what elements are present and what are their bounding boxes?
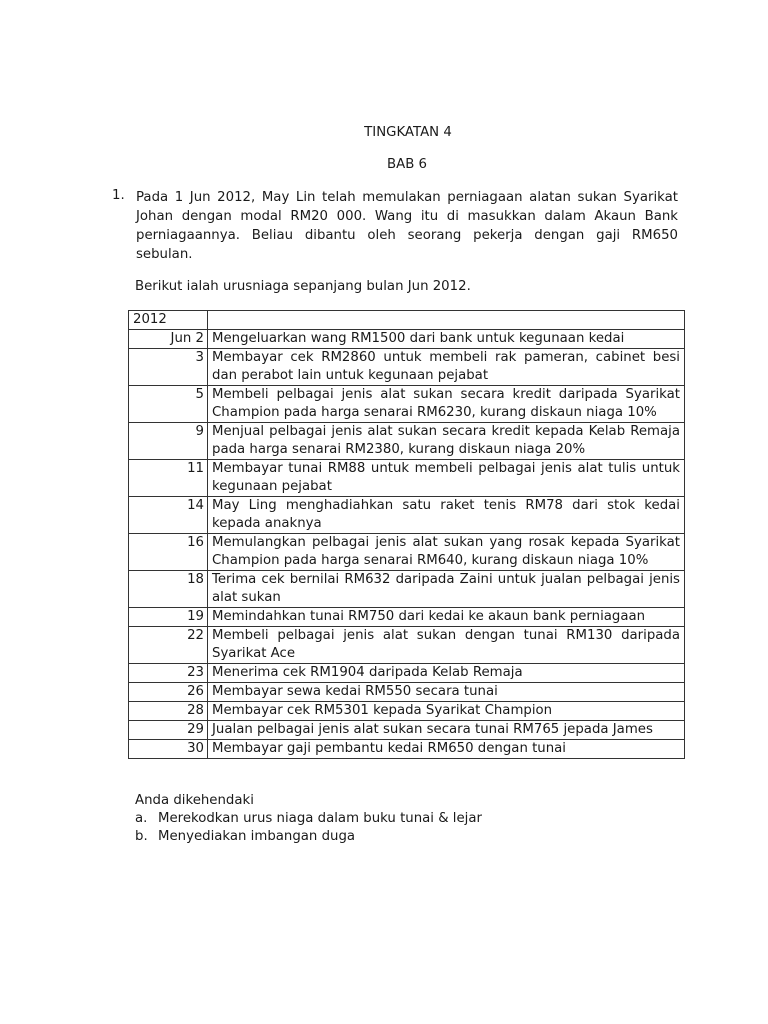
description-cell: Membeli pelbagai jenis alat sukan dengan tunai RM130 daripada Syarikat Ace	[208, 627, 685, 664]
question-number: 1.	[112, 188, 125, 203]
table-row	[129, 497, 685, 534]
description-cell: Membayar sewa kedai RM550 secara tunai	[208, 683, 685, 702]
task-item	[135, 828, 482, 846]
description-cell: May Ling menghadiahkan satu raket tenis RM78 dari stok kedai kepada anaknya	[208, 497, 685, 534]
date-cell: 28	[129, 702, 208, 721]
date-cell: 5	[129, 386, 208, 423]
tasks-block	[135, 792, 482, 846]
description-cell: Terima cek bernilai RM632 daripada Zaini untuk jualan pelbagai jenis alat sukan	[208, 571, 685, 608]
description-cell: Membayar cek RM2860 untuk membeli rak pameran, cabinet besi dan perabot lain untuk kegunaan pejabat	[208, 349, 685, 386]
date-cell: 16	[129, 534, 208, 571]
date-cell: 22	[129, 627, 208, 664]
table-row	[129, 627, 685, 664]
description-cell: Membeli pelbagai jenis alat sukan secara kredit daripada Syarikat Champion pada harga senarai RM6230, kurang diskaun niaga 10%	[208, 386, 685, 423]
table-row	[129, 330, 685, 349]
task-letter: b.	[135, 829, 148, 844]
tasks-heading: Anda dikehendaki	[135, 793, 254, 808]
date-cell: 23	[129, 664, 208, 683]
task-letter: a.	[135, 811, 148, 826]
description-cell: Jualan pelbagai jenis alat sukan secara tunai RM765 jepada James	[208, 721, 685, 740]
table-row	[129, 683, 685, 702]
date-cell: 30	[129, 740, 208, 759]
table-row	[129, 702, 685, 721]
table-row	[129, 349, 685, 386]
table-row	[129, 721, 685, 740]
description-cell: Membayar gaji pembantu kedai RM650 dengan tunai	[208, 740, 685, 759]
form-level-heading: TINGKATAN 4	[364, 125, 452, 140]
date-cell: 11	[129, 460, 208, 497]
table-row	[129, 534, 685, 571]
task-text: Merekodkan urus niaga dalam buku tunai & lejar	[158, 811, 482, 826]
table-row	[129, 571, 685, 608]
date-cell: 9	[129, 423, 208, 460]
description-cell: Menerima cek RM1904 daripada Kelab Remaja	[208, 664, 685, 683]
table-row	[129, 608, 685, 627]
task-item	[135, 810, 482, 828]
table-row	[129, 423, 685, 460]
table-row	[129, 460, 685, 497]
table-row	[129, 664, 685, 683]
task-text: Menyediakan imbangan duga	[158, 829, 356, 844]
date-cell: 18	[129, 571, 208, 608]
description-cell: Mengeluarkan wang RM1500 dari bank untuk kegunaan kedai	[208, 330, 685, 349]
table-row	[129, 386, 685, 423]
date-cell: 14	[129, 497, 208, 534]
chapter-heading: BAB 6	[386, 157, 428, 172]
year-desc-cell	[208, 311, 685, 330]
date-cell: Jun 2	[129, 330, 208, 349]
date-cell: 29	[129, 721, 208, 740]
transactions-table	[128, 310, 685, 759]
description-cell: Memulangkan pelbagai jenis alat sukan yang rosak kepada Syarikat Champion pada harga senarai RM640, kurang diskaun niaga 10%	[208, 534, 685, 571]
question-text: Pada 1 Jun 2012, May Lin telah memulakan perniagaan alatan sukan Syarikat Johan dengan modal RM20 000. Wang itu di masukkan dalam Akaun Bank perniagaannya. Beliau dibantu oleh seorang pekerja dengan gaji RM650 sebulan.	[136, 190, 678, 262]
year-cell: 2012	[129, 311, 208, 330]
description-cell: Memindahkan tunai RM750 dari kedai ke akaun bank perniagaan	[208, 608, 685, 627]
description-cell: Menjual pelbagai jenis alat sukan secara kredit kepada Kelab Remaja pada harga senarai RM2380, kurang diskaun niaga 20%	[208, 423, 685, 460]
table-row	[129, 740, 685, 759]
description-cell: Membayar tunai RM88 untuk membeli pelbagai jenis alat tulis untuk kegunaan pejabat	[208, 460, 685, 497]
description-cell: Membayar cek RM5301 kepada Syarikat Champion	[208, 702, 685, 721]
date-cell: 26	[129, 683, 208, 702]
table-row-year	[129, 311, 685, 330]
date-cell: 19	[129, 608, 208, 627]
date-cell: 3	[129, 349, 208, 386]
question-intro: Berikut ialah urusniaga sepanjang bulan Jun 2012.	[135, 279, 471, 294]
